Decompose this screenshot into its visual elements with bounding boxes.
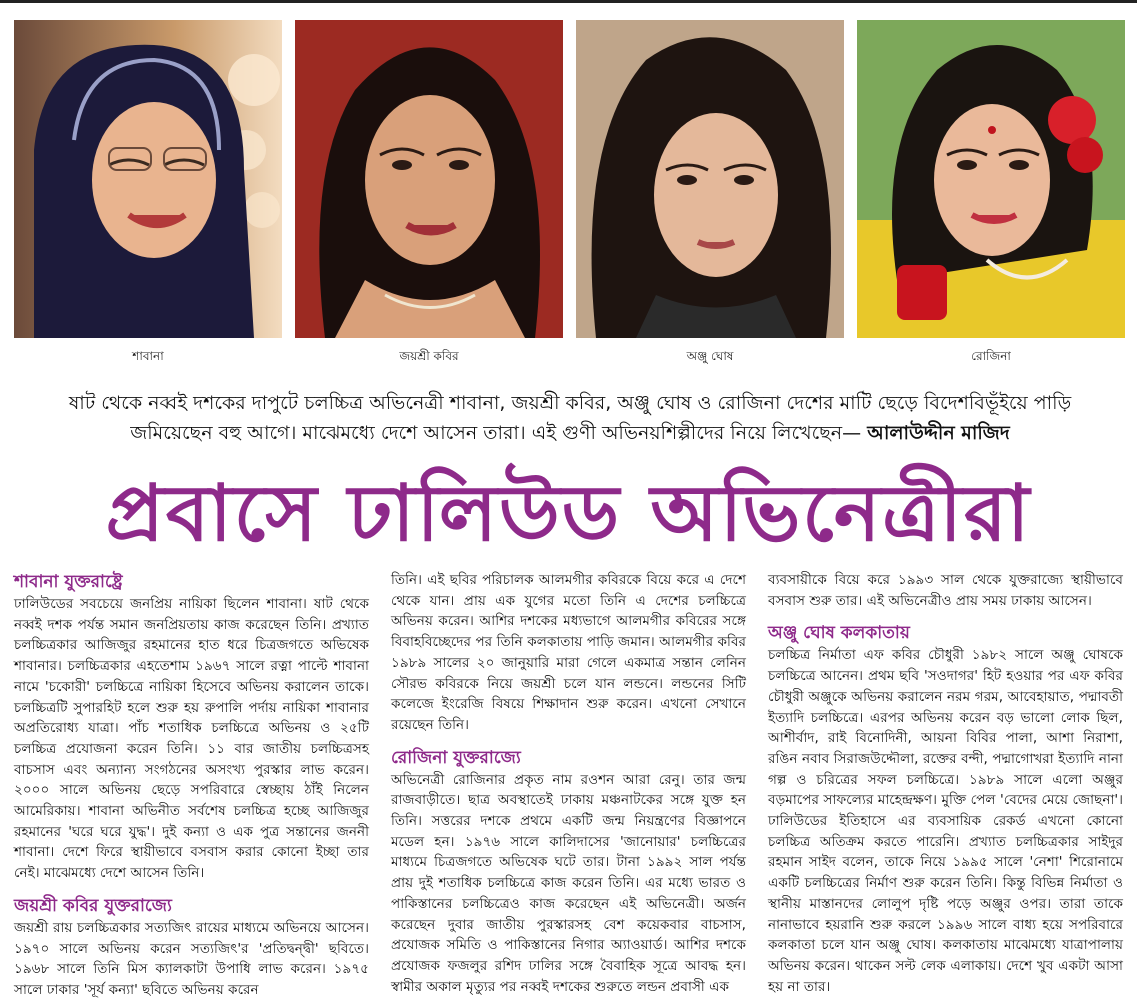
section-body-rojina-cont: ব্যবসায়ীকে বিয়ে করে ১৯৯৩ সাল থেকে যুক্তরাজ্যে স্থায়ীভাবে বসবাস শুরু তার। এই অভিনেত্রীও প্রায় সময় ঢাকায় আসেন।: [768, 572, 1123, 609]
caption-rojina: রোজিনা: [971, 349, 1011, 363]
caption-shabana: শাবানা: [132, 349, 164, 363]
column-3: [768, 570, 1123, 997]
section-body-joyshree: জয়শ্রী রায় চলচ্চিত্রকার সত্যজিৎ রায়ের মাধ্যমে অভিনয়ে আসেন। ১৯৭০ সালে অভিনয় করেন সত্যজিৎ'র 'প্রতিদ্বন্দ্বী' ছবিতে। ১৯৬৮ সালে তিনি মিস ক্যালকাটা উপাধি লাভ করেন। ১৯৭৫ সালে ঢাকার 'সূর্য কন্যা' ছবিতে অভিনয় করেন: [14, 919, 369, 998]
photo-rojina: [857, 20, 1125, 338]
section-body-joyshree-cont: তিনি। এই ছবির পরিচালক আলমগীর কবিরকে বিয়ে করে এ দেশে থেকে যান। প্রায় এক যুগের মতো তিনি এ দেশের চলচ্চিত্রে অভিনয় করেন। আশির দশকের মধ্যভাগে আলমগীর কবিরের সঙ্গে বিবাহবিচ্ছেদের পর তিনি কলকাতায় পাড়ি জমান। আলমগীর কবির ১৯৮৯ সালের ২০ জানুয়ারি মারা গেলে একমাত্র সন্তান লেনিন সৌরভ কবিরকে নিয়ে জয়শ্রী চলে যান লন্ডনে। লন্ডনের সিটি কলেজে ইংরেজি বিষয়ে শিক্ষাদান শুরু করেন। এখনো সেখানে রয়েছেন তিনি।: [391, 572, 746, 733]
column-2: [391, 570, 746, 997]
intro-text: [40, 388, 1100, 448]
section-body-anju: চলচ্চিত্র নির্মাতা এফ কবির চৌধুরী ১৯৮২ সালে অঞ্জু ঘোষকে চলচ্চিত্রে আনেন। প্রথম ছবি 'সওদাগর' হিট হওয়ার পর এফ কবির চৌধুরী অঞ্জুকে অভিনয় করালেন নরম গরম, আবেহায়াত, পদ্মাবতী ইত্যাদি চলচ্চিত্রে। এরপর অভিনয় করেন বড় ভালো লোক ছিল, আশীর্বাদ, রাই বিনোদিনী, আয়না বিবির পালা, আশা নিরাশা, রঙিন নবাব সিরাজউদ্দৌলা, রক্তের বন্দী, পদ্মাগোখরা ইত্যাদি নানা গল্প ও চরিত্রের সফল চলচ্চিত্রে। ১৯৮৯ সালে এলো অঞ্জুর বড়মাপের সাফল্যের মাহেন্দ্রক্ষণ। মুক্তি পেল 'বেদের মেয়ে জোছনা'। ঢালিউডের ইতিহাসে এর ব্যবসায়িক রেকর্ড এখনো কোনো চলচ্চিত্র অতিক্রম করতে পারেনি। প্রখ্যাত চলচ্চিত্রকার সাইদুর রহমান সাইদ বলেন, তাকে নিয়ে ১৯৯৫ সালে 'নেশা' শিরোনামে একটি চলচ্চিত্রের নির্মাণ শুরু করেন তিনি। কিন্তু বিভিন্ন নির্মাতা ও স্থানীয় মাস্তানদের লোলুপ দৃষ্টি পড়ে অঞ্জুর ওপর। তারা তাকে নানাভাবে হয়রানি শুরু করলে ১৯৯৬ সালে বাধ্য হয়ে সপরিবারে কলকাতা চলে যান অঞ্জু ঘোষ। কলকাতায় মাঝেমধ্যে যাত্রাপালায় অভিনয় করেন। থাকেন সল্ট লেক এলাকায়। দেশে খুব একটা আসা হয় না তার।: [768, 647, 1123, 995]
section-heading-rojina: রোজিনা যুক্তরাজ্যে: [391, 747, 521, 768]
photo-joyshree-kabir: [295, 20, 563, 338]
section-body-shabana: ঢালিউডের সবচেয়ে জনপ্রিয় নায়িকা ছিলেন শাবানা। ষাট থেকে নব্বই দশক পর্যন্ত সমান জনপ্রিয়তায় কাজ করেছেন তিনি। প্রখ্যাত চলচ্চিত্রকার আজিজুর রহমানের হাত ধরে চিত্রজগতে অভিষেক শাবানার। চলচ্চিত্রকার এহতেশাম ১৯৬৭ সালে রত্না পাল্টে শাবানা নামে 'চকোরী' চলচ্চিত্রে নায়িকা হিসেবে অভিনয় করালেন তাকে। চলচ্চিত্রটি সুপারহিট হলে শুরু হয় রুপালি পর্দায় নায়িকা শাবানার অপ্রতিরোধ্য যাত্রা। পাঁচ শতাধিক চলচ্চিত্রে অভিনয় ও ২৫টি চলচ্চিত্র প্রযোজনা করেন তিনি। ১১ বার জাতীয় চলচ্চিত্রসহ বাচসাস এবং অন্যান্য সংগঠনের অসংখ্য পুরস্কার লাভ করেন। ২০০০ সালে অভিনয় ছেড়ে সপরিবারে স্বেচ্ছায় ঠাঁই নিলেন আমেরিকায়। শাবানা অভিনীত সর্বশেষ চলচ্চিত্র হচ্ছে আজিজুর রহমানের 'ঘরে ঘরে যুদ্ধ'। দুই কন্যা ও এক পুত্র সন্তানের জননী শাবানা। দেশে ফিরে স্থায়ীভাবে বসবাস করার কোনো ইচ্ছা তার নেই। মাঝেমধ্যে দেশে আসেন তিনি।: [14, 596, 369, 882]
photo-anju-ghosh: [576, 20, 844, 338]
intro-line-2: [40, 418, 1100, 448]
column-1: [14, 570, 369, 1001]
headline: প্রবাসে ঢালিউড অভিনেত্রীরা: [105, 469, 1032, 559]
intro-line-1: ষাট থেকে নব্বই দশকের দাপুটে চলচ্চিত্র অভিনেত্রী শাবানা, জয়শ্রী কবির, অঞ্জু ঘোষ ও রোজিনা দেশের মাটি ছেড়ে বিদেশবিভূঁইয়ে পাড়ি: [68, 392, 1072, 414]
section-heading-shabana: শাবানা যুক্তরাষ্ট্রে: [14, 572, 123, 592]
author-name: আলাউদ্দীন মাজিদ: [867, 422, 1010, 444]
caption-joyshree: জয়শ্রী কবির: [399, 349, 459, 363]
top-rule: [0, 0, 1137, 3]
caption-anju: অঞ্জু ঘোষ: [686, 349, 734, 363]
section-heading-joyshree: জয়শ্রী কবির যুক্তরাজ্যে: [14, 895, 172, 916]
intro-line-2-text: জমিয়েছেন বহু আগে। মাঝেমধ্যে দেশে আসেন তারা। এই গুণী অভিনয়শিল্পীদের নিয়ে লিখেছেন—: [130, 422, 862, 444]
section-body-rojina: অভিনেত্রী রোজিনার প্রকৃত নাম রওশন আরা রেনু। তার জন্ম রাজবাড়ীতে। ছাত্র অবস্থাতেই ঢাকায় মঞ্চনাটকের সঙ্গে যুক্ত হন তিনি। সত্তরের দশকে প্রথমে একটি জন্ম নিয়ন্ত্রণের বিজ্ঞাপনে মডেল হন। ১৯৭৬ সালে কালিদাসের 'জানোয়ার' চলচ্চিত্রের মাধ্যমে চিত্রজগতে অভিষেক ঘটে তার। টানা ১৯৯২ সাল পর্যন্ত প্রায় দুই শতাধিক চলচ্চিত্রে কাজ করেন তিনি। এর মধ্যে ভারত ও পাকিস্তানের চলচ্চিত্রেও কাজ করেছেন এই অভিনেত্রী। অর্জন করেছেন দুবার জাতীয় পুরস্কারসহ বেশ কয়েকবার বাচসাস, প্রযোজক সমিতি ও পাকিস্তানের নিগার অ্যাওয়ার্ড। আশির দশকে প্রযোজক ফজলুর রশিদ ঢালির সঙ্গে বৈবাহিক সূত্রে আবদ্ধ হন। স্বামীর অকাল মৃত্যুর পর নব্বই দশকের শুরুতে লন্ডন প্রবাসী এক: [391, 771, 746, 995]
section-heading-anju: অঞ্জু ঘোষ কলকাতায়: [768, 623, 910, 644]
photo-shabana: [14, 20, 282, 338]
